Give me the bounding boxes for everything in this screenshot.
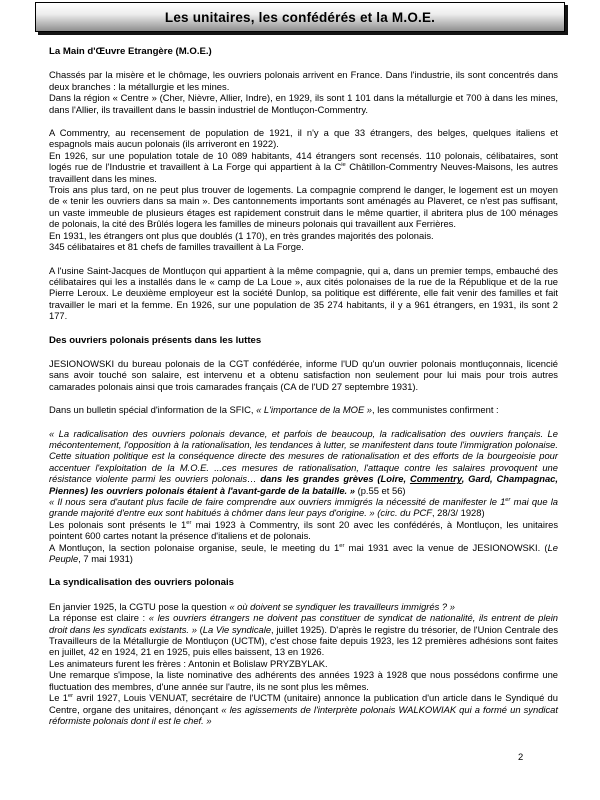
text-run: (: [196, 623, 203, 635]
text-run: ie: [341, 162, 346, 169]
text-run: En 1931, les étrangers ont plus que doublés (1 170), en très grandes majorités des polonais.: [49, 229, 434, 241]
text-run: 345 célibataires et 81 chefs de familles travaillent à La Forge.: [49, 241, 304, 253]
text-run: , les communistes confirment :: [372, 404, 499, 416]
section-heading: La syndicalisation des ouvriers polonais: [49, 577, 235, 589]
text-run: « où doivent se syndiquer les travailleurs immigrés ? »: [229, 600, 455, 612]
text-run: Commentry: [409, 473, 462, 485]
paragraph: [49, 692, 558, 726]
text-run: JESIONOWSKI du bureau polonais de la CGT confédérée, informe l'UD qu'un ouvrier polonais montluçonnais, licencié sans avoir touché son salaire, est intervenu et a obtenu satisfaction non seulement pour lui mais pour trois autres camarades polonais ainsi que trois camarades français (CA de l'UD 27 septembre 1931).: [49, 357, 558, 392]
blank-line: [49, 416, 558, 428]
text-run: En 1926, sur une population totale de 10 089 habitants, 414 étrangers sont recensés. 110 polonais, célibataires, sont logés rue de l'Industrie et travaillent à La Forge qui appartient à la C: [49, 149, 558, 173]
text-run: Les animateurs furent les frères : Antonin et Bolislaw PRYZBYLAK.: [49, 657, 328, 669]
text-run: Dans un bulletin spécial d'information de la SFIC,: [49, 404, 257, 416]
text-run: mai 1923 à Commentry, ils sont 20 avec les confédérés, à Montluçon, les unitaires pointent 600 cartes notant la présence d'italiens et de polonais.: [49, 518, 559, 542]
text-run: , Gard, Champagnac, Piennes) les ouvriers polonais étaient à l'avant-garde de la bataille. »: [49, 473, 558, 496]
paragraph: [49, 69, 558, 92]
text-run: Dans la région « Centre » (Cher, Nièvre, Allier, Indre), en 1929, ils sont 1 101 dans la métallurgie et 700 à dans les mines, dans l'Allier, ils travaillent dans le bassin industriel de Montluçon-Commentry.: [49, 92, 558, 115]
paragraph: [49, 127, 558, 150]
blank-line: [49, 392, 558, 404]
text-run: « les agissements de l'interprète polonais WALKOWIAK qui a formé un syndicat réformiste polonais dont il est le chef. »: [49, 703, 559, 726]
paragraph: [49, 669, 558, 692]
text-run: Les polonais sont présents le 1: [49, 518, 187, 530]
title-banner: [35, 2, 565, 32]
page-number: 2: [518, 751, 524, 762]
text-run: A Montluçon, la section polonaise organise, seule, le meeting du 1: [49, 541, 340, 553]
text-run: La réponse est claire :: [49, 612, 149, 624]
text-run: Une remarque s'impose, la liste nominative des adhérents des années 1923 à 1928 que nous possédons confirme une fluctuation des membres, d'une année sur l'autre, ils ne sont plus les mêmes.: [49, 669, 558, 692]
page-title: Les unitaires, les confédérés et la M.O.E.: [164, 9, 436, 25]
section-heading: La Main d'Œuvre Etrangère (M.O.E.): [49, 46, 212, 57]
text-run: « La radicalisation des ouvriers polonais devance, et parfois de beaucoup, la radicalisation des ouvriers français. Le mécontentement, l'opposition à la rationalisation, les tendances à lutter, se manifestent dans toute l'immigration polonaise. Cette situation politique est la conséquence directe des mesures de rationalisation et des efforts de la bourgeoisie pour accentuer l'exploitation de la M.O.E. ...ces mesures de rationalisation, l'attaque contre les salaires provoquent une résistance violente parmi les ouvriers polonais…: [49, 427, 558, 485]
text-run: A Commentry, au recensement de population de 1921, il n'y a que 33 étrangers, des belges, quelques italiens et espagnols mais aucun polonais (ils arriveront en 1922).: [49, 127, 558, 150]
text-run: er: [505, 496, 511, 503]
paragraph: [49, 150, 558, 184]
blank-line: [49, 253, 558, 265]
paragraph: [49, 92, 558, 115]
text-run: En janvier 1925, la CGTU pose la question: [49, 600, 230, 612]
text-run: mai que la grande majorité d'entre eux sont habitués à chômer dans leur pays d'origine. » (circ. du PCF: [49, 496, 558, 519]
text-run: mai 1931 avec la venue de JESIONOWSKI. (: [344, 541, 548, 553]
text-run: er: [339, 542, 345, 549]
paragraph: [49, 184, 558, 230]
text-run: « Il nous sera d'autant plus facile de faire comprendre aux ouvriers immigrés la nécessité de manifester le 1: [49, 496, 506, 507]
document-body: [49, 46, 558, 726]
text-run: « les ouvriers étrangers ne doivent pas constituer de syndicat de nationalité, ils entrent de plein droit dans les syndicats existants. »: [49, 612, 558, 635]
paragraph: [49, 358, 558, 392]
paragraph: [49, 230, 558, 241]
text-run: , 28/3/ 1928): [431, 507, 485, 519]
text-run: Chassés par la misère et le chômage, les ouvriers polonais arrivent en France. Dans l'industrie, ils sont concentrés dans deux branches : la métallurgie et les mines.: [49, 69, 558, 92]
paragraph: [49, 265, 558, 322]
text-run: (p.55 et 56): [354, 484, 406, 496]
paragraph: [49, 404, 558, 415]
text-run: « L'importance de la MOE »: [256, 404, 373, 416]
paragraph: [49, 612, 558, 658]
section-heading: Des ouvriers polonais présents dans les luttes: [49, 334, 262, 346]
text-run: dans les grandes grèves (Loire,: [260, 473, 410, 485]
text-run: La Vie syndicale: [202, 623, 272, 635]
text-run: er: [67, 692, 74, 699]
text-run: avril 1927, Louis VENUAT, secrétaire de l'UCTM (unitaire) annonce la publication d'un article dans le Syndiqué du Centre, organe des unitaires, dénonçant: [49, 692, 558, 715]
text-run: A l'usine Saint-Jacques de Montluçon qui appartient à la même compagnie, qui a, dans un premier temps, embauché des célibataires qui les a installés dans le « camp de La Loue », aux cités polonaises de la rue de la République et de la rue Pierre Leroux. Le deuxième employeur est la société Dunlop, sa politique est différente, elle fait venir des familles et fait travailler le mari et la femme. En 1926, sur une population de 35 274 habitants, il y a 961 étrangers, en 1931, ils sont 2 177.: [49, 264, 558, 322]
text-run: Trois ans plus tard, on ne peut plus trouver de logements. La compagnie comprend le danger, le logement est un moyen de « tenir les ouvriers dans sa main ». Des cantonnements importants sont aménagés au Plaveret, ce n'est pas suffisant, un vaste immeuble de plusieurs étages est rapidement construit dans le même quartier, il abritera plus de 100 ménages de polonais, la cité des Brûlés logera les familles de mineurs polonais qui travaillent aux Ferrières.: [49, 184, 558, 230]
paragraph: [49, 428, 558, 496]
paragraph: [49, 241, 558, 252]
text-run: , juillet 1925). D'après le registre du trésorier, de l'Union Centrale des Travailleurs de la Métallurgie de Montluçon (UCTM), c'est chose faite depuis 1923, les 12 premières adhésions sont faites en juillet, 42 en 1924, 21 en 1925, puis elles baissent, 13 en 1926.: [49, 623, 559, 658]
text-run: Le Peuple: [49, 541, 558, 565]
paragraph: [49, 542, 558, 565]
blank-line: [49, 115, 558, 127]
text-run: Châtillon-Commentry Neuves-Maisons, les autres travaillent dans les mines.: [49, 161, 558, 184]
text-run: Le 1: [49, 692, 68, 704]
text-run: er: [186, 519, 192, 526]
paragraph: [49, 658, 558, 669]
text-run: , 7 mai 1931): [78, 553, 133, 565]
paragraph: [49, 601, 558, 612]
paragraph: [49, 519, 558, 542]
paragraph: [49, 496, 558, 519]
